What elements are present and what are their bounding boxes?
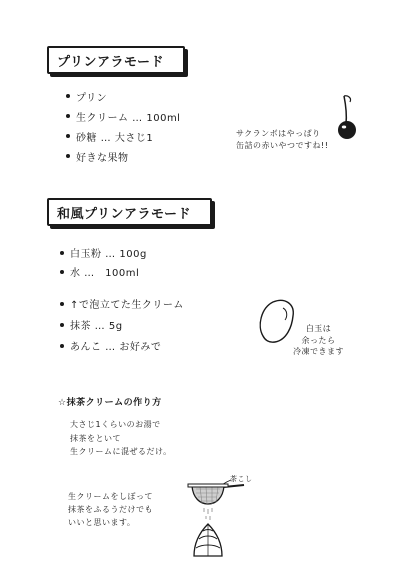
sieve-label: 茶こし xyxy=(230,475,253,483)
list-item: 砂糖 … 大さじ1 xyxy=(66,126,180,146)
list-item: プリン xyxy=(66,86,180,106)
section2-shiratama-list xyxy=(60,243,147,281)
shiratama-note: 白玉は 余ったら 冷凍できます xyxy=(293,324,344,357)
cherry-illustration xyxy=(328,92,368,142)
section1-title-box xyxy=(47,46,185,74)
section2-title: 和風プリンアラモード xyxy=(57,206,191,222)
list-item: 生クリーム … 100ml xyxy=(66,106,180,126)
sieve-cream-illustration xyxy=(186,476,252,562)
list-item: 水 … 100ml xyxy=(60,262,147,281)
list-item: あんこ … お好みで xyxy=(60,335,184,356)
matcha-cream-method-2: 生クリームをしぼって 抹茶をふるうだけでも いいと思います。 xyxy=(68,492,153,527)
list-item: 白玉粉 … 100g xyxy=(60,243,147,262)
section1-ingredient-list xyxy=(66,86,180,166)
matcha-cream-heading: ☆抹茶クリームの作り方 xyxy=(58,398,162,408)
section2-title-box xyxy=(47,198,212,226)
cherry-note: サクランボはやっぱり 缶詰の赤いやつですね!! xyxy=(236,129,329,150)
matcha-cream-method-1: 大さじ1くらいのお湯で 抹茶をといて 生クリームに混ぜるだけ。 xyxy=(70,420,172,457)
section1-title: プリンアラモード xyxy=(57,54,164,70)
list-item: 好きな果物 xyxy=(66,146,180,166)
list-item: 抹茶 … 5g xyxy=(60,314,184,335)
list-item: ↑で泡立てた生クリーム xyxy=(60,293,184,314)
section2-cream-list xyxy=(60,293,184,356)
